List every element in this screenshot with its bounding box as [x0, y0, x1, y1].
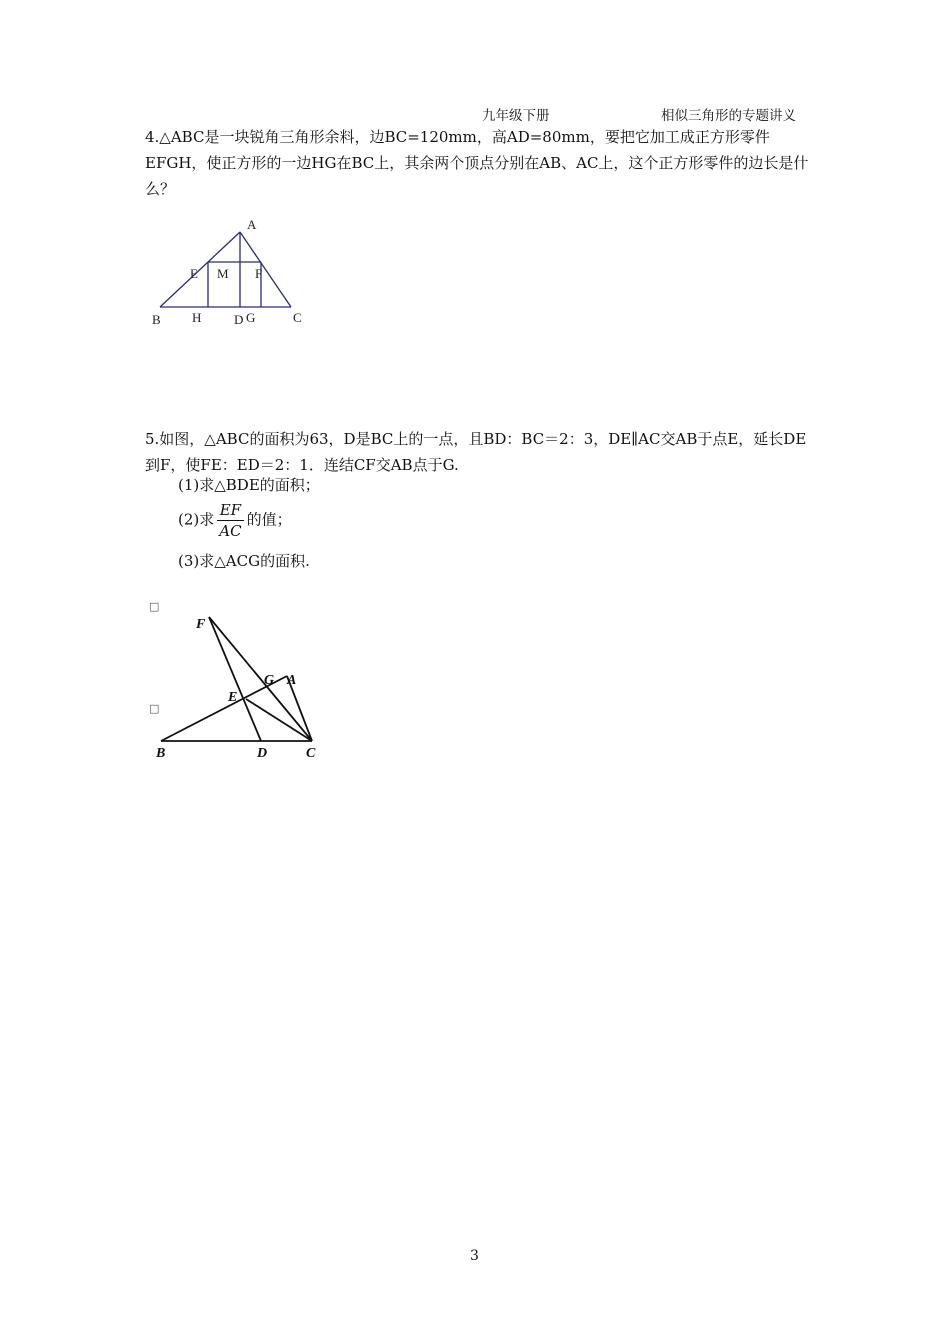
label-c: C	[293, 310, 302, 325]
box-glyph-top: □	[149, 600, 160, 613]
label-c: C	[306, 746, 316, 760]
fraction-denominator: AC	[219, 522, 242, 540]
header-grade: 九年级下册	[482, 108, 550, 124]
label-a: A	[287, 673, 297, 688]
edge-ac	[240, 232, 291, 307]
label-b: B	[156, 746, 166, 760]
label-f: F	[255, 266, 263, 281]
fraction-numerator: EF	[217, 500, 243, 521]
page-number: 3	[470, 1248, 479, 1264]
question-4-figure	[148, 212, 318, 332]
label-d: D	[234, 312, 244, 327]
part-2-suffix: 的值；	[246, 510, 292, 529]
label-f: F	[196, 617, 206, 632]
label-h: H	[192, 310, 202, 325]
label-d: D	[257, 746, 268, 760]
question-4-text: 4.△ABC是一块锐角三角形余料，边BC=120mm，高AD=80mm，要把它加工成正方形零件EFGH，使正方形的一边HG在BC上，其余两个顶点分别在AB、AC上，这个正方形零件的边长是什么？	[145, 128, 809, 198]
label-a: A	[247, 217, 257, 232]
label-b: B	[152, 312, 161, 327]
label-g: G	[246, 310, 256, 325]
label-e: E	[190, 266, 198, 281]
part-2-prefix: (2)求	[178, 510, 215, 529]
label-m: M	[217, 266, 229, 281]
segment-ec	[246, 699, 312, 741]
question-5-part-3: (3)求△ACG的面积.	[178, 552, 310, 570]
question-5-text: 5.如图，△ABC的面积为63，D是BC上的一点，且BD：BC＝2：3，DE∥AC交AB于点E，延长DE到F，使FE：ED＝2：1．连结CF交AB点于G.	[145, 430, 807, 474]
label-g: G	[264, 673, 275, 688]
question-5-part-2	[178, 500, 292, 541]
label-e: E	[228, 690, 238, 705]
question-5-figure	[150, 608, 340, 760]
fraction-ef-over-ac	[217, 500, 243, 541]
question-5-part-1: (1)求△BDE的面积；	[178, 476, 320, 494]
box-glyph-bottom: □	[149, 702, 160, 715]
segment-fc	[209, 617, 312, 741]
segment-fd	[209, 617, 261, 741]
header-title: 相似三角形的专题讲义	[661, 108, 796, 124]
